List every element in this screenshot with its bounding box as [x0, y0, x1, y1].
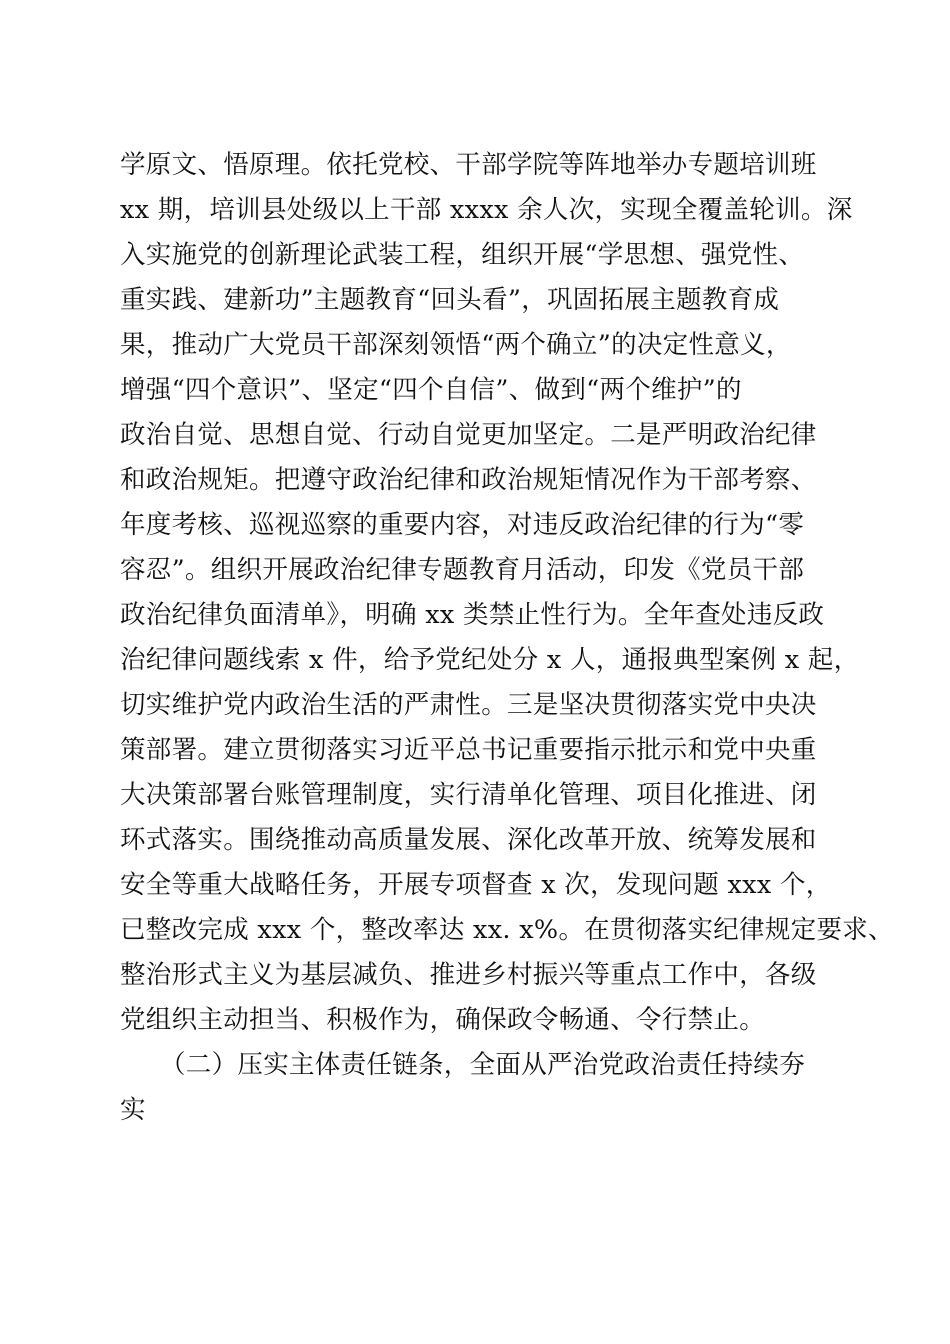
paragraph-line: 党组织主动担当、积极作为，确保政令畅通、令行禁止。	[120, 1005, 766, 1035]
section-heading-line: 实	[120, 1095, 146, 1125]
paragraph-line: 安全等重大战略任务，开展专项督查 x 次，发现问题 xxx 个，	[120, 870, 832, 900]
paragraph-line: 增强“四个意识”、坚定“四个自信”、做到“两个维护”的	[120, 375, 742, 405]
paragraph-line: 已整改完成 xxx 个，整改率达 xx. x%。在贯彻落实纪律规定要求、	[120, 915, 894, 945]
paragraph-line: xx 期，培训县处级以上干部 xxxx 余人次，实现全覆盖轮训。深	[120, 195, 853, 225]
paragraph-line: 政治自觉、思想自觉、行动自觉更加坚定。二是严明政治纪律	[120, 420, 817, 450]
paragraph-line: 政治纪律负面清单》，明确 xx 类禁止性行为。全年查处违反政	[120, 600, 825, 630]
paragraph-line: 容忍”。组织开展政治纪律专题教育月活动，印发《党员干部	[120, 555, 805, 585]
paragraph-line: 策部署。建立贯彻落实习近平总书记重要指示批示和党中央重	[120, 735, 817, 765]
paragraph-line: 重实践、建新功”主题教育“回头看”，巩固拓展主题教育成	[120, 285, 780, 315]
paragraph-line: 切实维护党内政治生活的严肃性。三是坚决贯彻落实党中央决	[120, 690, 817, 720]
paragraph-line: 整治形式主义为基层减负、推进乡村振兴等重点工作中，各级	[120, 960, 817, 990]
paragraph-line: 治纪律问题线索 x 件，给予党纪处分 x 人，通报典型案例 x 起，	[120, 645, 860, 675]
paragraph-line: 学原文、悟原理。依托党校、干部学院等阵地举办专题培训班	[120, 150, 817, 180]
paragraph-line: 果，推动广大党员干部深刻领悟“两个确立”的决定性意义，	[120, 330, 792, 360]
paragraph-line: 和政治规矩。把遵守政治纪律和政治规矩情况作为干部考察、	[120, 465, 817, 495]
section-heading-line: （二）压实主体责任链条，全面从严治党政治责任持续夯	[160, 1050, 806, 1080]
paragraph-line: 环式落实。围绕推动高质量发展、深化改革开放、统筹发展和	[120, 825, 817, 855]
paragraph-line: 大决策部署台账管理制度，实行清单化管理、项目化推进、闭	[120, 780, 817, 810]
paragraph-line: 入实施党的创新理论武装工程，组织开展“学思想、强党性、	[120, 240, 805, 270]
paragraph-line: 年度考核、巡视巡察的重要内容，对违反政治纪律的行为“零	[120, 510, 805, 540]
